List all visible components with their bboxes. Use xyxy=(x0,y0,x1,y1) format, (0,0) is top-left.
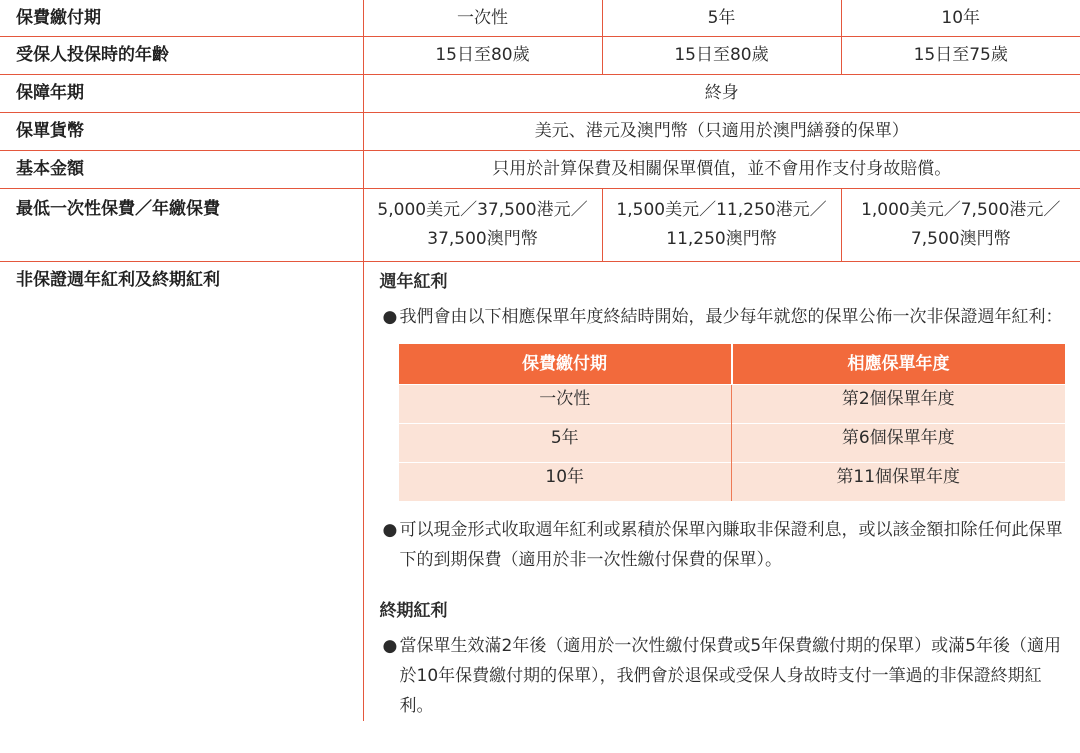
cell-single: 一次性 xyxy=(363,0,602,37)
cell-5yr xyxy=(602,189,841,262)
dividend-detail xyxy=(364,262,1080,721)
row-min-premium xyxy=(0,189,1080,262)
cell-5yr: 15日至80歲 xyxy=(602,37,841,75)
premium-line2: 11,250澳門幣 xyxy=(666,229,777,249)
row-payment-term xyxy=(0,0,1080,37)
table-row xyxy=(399,463,1065,502)
column-header: 保費繳付期 xyxy=(399,344,732,385)
row-dividend xyxy=(0,262,1080,722)
bullet-dot-icon: ● xyxy=(382,520,398,540)
bullet-text: 我們會由以下相應保單年度終結時開始，最少每年就您的保單公佈一次非保證週年紅利： xyxy=(399,307,1063,327)
bullet-dot-icon: ● xyxy=(382,636,398,656)
bullet-text: 當保單生效滿2年後（適用於一次性繳付保費或5年保費繳付期的保單）或滿5年後（適用於10年保費繳付期的保單），我們會於退保或受保人身故時支付一筆過的非保證終期紅利。 xyxy=(399,636,1061,716)
table-row xyxy=(399,424,1065,463)
row-label: 基本金額 xyxy=(0,151,363,189)
table-row xyxy=(399,385,1065,424)
cell-10yr xyxy=(841,189,1080,262)
row-label: 保單貨幣 xyxy=(0,113,363,151)
cell-single xyxy=(363,189,602,262)
premium-line1: 5,000美元／37,500港元／ xyxy=(377,200,588,220)
premium-line1: 1,500美元／11,250港元／ xyxy=(616,200,827,220)
cell-10yr: 15日至75歲 xyxy=(841,37,1080,75)
cell-value: 只用於計算保費及相關保單價值，並不會用作支付身故賠償。 xyxy=(363,151,1080,189)
terminal-dividend-title: 終期紅利 xyxy=(379,601,448,621)
bullet-item xyxy=(380,515,1067,575)
premium-line1: 1,000美元／7,500港元／ xyxy=(861,200,1061,220)
table-cell: 第6個保單年度 xyxy=(732,424,1065,463)
cell-value: 美元、港元及澳門幣（只適用於澳門繕發的保單） xyxy=(363,113,1080,151)
cell-single: 15日至80歲 xyxy=(363,37,602,75)
row-label: 保費繳付期 xyxy=(0,0,363,37)
bullet-item xyxy=(380,631,1067,721)
dividend-detail-cell xyxy=(363,262,1080,722)
table-cell: 第2個保單年度 xyxy=(732,385,1065,424)
row-insured-age xyxy=(0,37,1080,75)
row-policy-currency xyxy=(0,113,1080,151)
premium-line2: 7,500澳門幣 xyxy=(910,229,1011,249)
cell-value: 終身 xyxy=(363,75,1080,113)
row-label: 非保證週年紅利及終期紅利 xyxy=(0,262,363,722)
bullet-dot-icon: ● xyxy=(382,307,398,327)
policy-year-table-header xyxy=(399,344,1065,385)
bullet-item xyxy=(380,302,1067,332)
row-label: 保障年期 xyxy=(0,75,363,113)
policy-year-table xyxy=(399,344,1065,501)
row-label: 受保人投保時的年齡 xyxy=(0,37,363,75)
column-header: 相應保單年度 xyxy=(732,344,1065,385)
bullet-text: 可以現金形式收取週年紅利或累積於保單內賺取非保證利息，或以該金額扣除任何此保單下的到期保費（適用於非一次性繳付保費的保單）。 xyxy=(399,520,1063,570)
row-label: 最低一次性保費／年繳保費 xyxy=(0,189,363,262)
table-cell: 第11個保單年度 xyxy=(732,463,1065,502)
table-cell: 5年 xyxy=(399,424,732,463)
cell-5yr: 5年 xyxy=(602,0,841,37)
table-cell: 一次性 xyxy=(399,385,732,424)
row-basic-amount xyxy=(0,151,1080,189)
table-cell: 10年 xyxy=(399,463,732,502)
premium-line2: 37,500澳門幣 xyxy=(427,229,538,249)
row-benefit-term xyxy=(0,75,1080,113)
cell-10yr: 10年 xyxy=(841,0,1080,37)
annual-dividend-title: 週年紅利 xyxy=(379,272,448,292)
